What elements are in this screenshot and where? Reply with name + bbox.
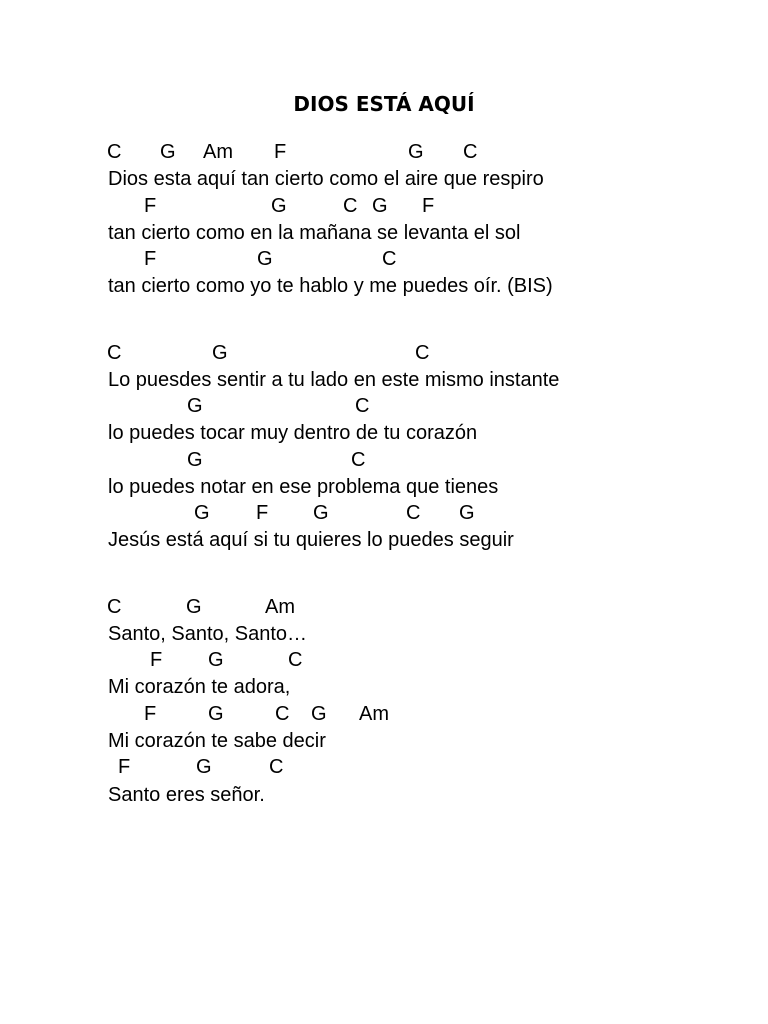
chord: C bbox=[351, 449, 366, 471]
chord: G bbox=[372, 195, 388, 217]
chord: F bbox=[144, 703, 157, 725]
chord: G bbox=[194, 502, 210, 524]
chord: F bbox=[118, 756, 131, 778]
chord: G bbox=[208, 649, 224, 671]
chord-line bbox=[0, 594, 768, 620]
chord: G bbox=[459, 502, 475, 524]
chord-line bbox=[0, 340, 768, 366]
chord: C bbox=[406, 502, 421, 524]
lyric-line: Santo eres señor. bbox=[108, 784, 265, 806]
chord: C bbox=[463, 141, 478, 163]
chord: Am bbox=[359, 703, 389, 725]
chord: F bbox=[274, 141, 287, 163]
chord-line bbox=[0, 754, 768, 780]
chord: C bbox=[415, 342, 430, 364]
chord: F bbox=[256, 502, 269, 524]
chord: F bbox=[150, 649, 163, 671]
lyric-line: Santo, Santo, Santo… bbox=[108, 623, 308, 645]
chord: Am bbox=[203, 141, 233, 163]
chord: F bbox=[422, 195, 435, 217]
chord-line bbox=[0, 393, 768, 419]
lyric-line: Dios esta aquí tan cierto como el aire que respiro bbox=[108, 168, 544, 190]
chord: G bbox=[196, 756, 212, 778]
lyric-line: lo puedes notar en ese problema que tienes bbox=[108, 476, 499, 498]
chord-line bbox=[0, 701, 768, 727]
chord: C bbox=[275, 703, 290, 725]
chord: G bbox=[313, 502, 329, 524]
chord: C bbox=[382, 248, 397, 270]
chord-line bbox=[0, 447, 768, 473]
chord: G bbox=[187, 395, 203, 417]
chord: C bbox=[355, 395, 370, 417]
chord: G bbox=[187, 449, 203, 471]
chord: G bbox=[186, 596, 202, 618]
chord: G bbox=[208, 703, 224, 725]
lyric-line: Jesús está aquí si tu quieres lo puedes seguir bbox=[108, 529, 514, 551]
chord: C bbox=[269, 756, 284, 778]
chord: C bbox=[343, 195, 358, 217]
chord: G bbox=[408, 141, 424, 163]
chord-line bbox=[0, 246, 768, 272]
chord: G bbox=[271, 195, 287, 217]
lyric-line: Mi corazón te sabe decir bbox=[108, 730, 326, 752]
lyric-line: Lo puesdes sentir a tu lado en este mismo instante bbox=[108, 369, 560, 391]
chord: Am bbox=[265, 596, 295, 618]
chord-line bbox=[0, 500, 768, 526]
chord: F bbox=[144, 195, 157, 217]
chord: C bbox=[107, 342, 122, 364]
chord: G bbox=[257, 248, 273, 270]
song-title: DIOS ESTÁ AQUÍ bbox=[293, 92, 475, 116]
chord: C bbox=[288, 649, 303, 671]
chord-line bbox=[0, 193, 768, 219]
chord: G bbox=[212, 342, 228, 364]
chord: C bbox=[107, 141, 122, 163]
lyric-line: Mi corazón te adora, bbox=[108, 676, 291, 698]
chord: G bbox=[160, 141, 176, 163]
chord-line bbox=[0, 139, 768, 165]
lyric-line: lo puedes tocar muy dentro de tu corazón bbox=[108, 422, 478, 444]
chord-line bbox=[0, 647, 768, 673]
chord: C bbox=[107, 596, 122, 618]
chord: G bbox=[311, 703, 327, 725]
lyric-line: tan cierto como yo te hablo y me puedes oír. (BIS) bbox=[108, 275, 553, 297]
chord: F bbox=[144, 248, 157, 270]
lyric-line: tan cierto como en la mañana se levanta el sol bbox=[108, 222, 521, 244]
